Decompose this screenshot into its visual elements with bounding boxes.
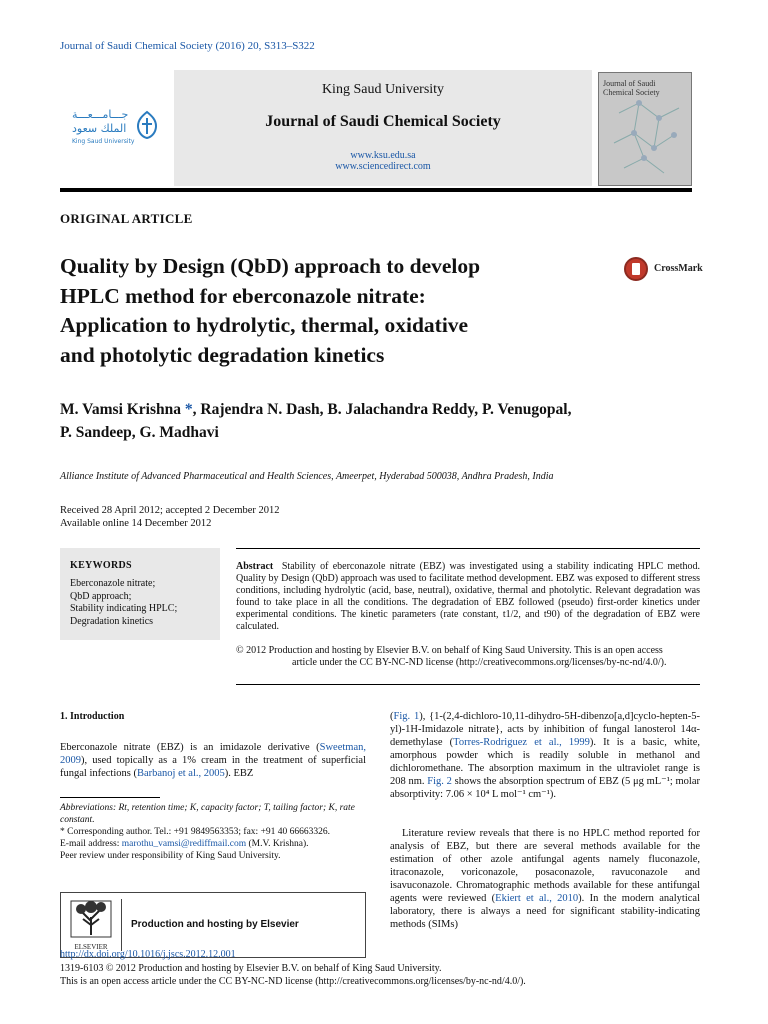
ksu-url-link[interactable]: www.ksu.edu.sa [350,150,416,161]
university-name: King Saud University [321,82,445,97]
footnote-rule [60,797,160,798]
keywords-heading: KEYWORDS [70,560,132,571]
ref-barbanoj-link[interactable]: Barbanoj et al., 2005 [136,768,225,779]
license-footer: 1319-6103 © 2012 Production and hosting by Elsevier B.V. on behalf of King Saud University. This is an open access article under the CC BY-NC-ND license (http://creativecommons.org/licenses/by-nc-nd/4.0/). [60,963,526,987]
intro-paragraph: Eberconazole nitrate (EBZ) is an imidazole derivative (Sweetman, 2009), used topically as a 1% cream in the treatment of superficial fungal infections (Barbanoj et al., 2005). EBZ [60,742,366,779]
keyword-item: Degradation kinetics [70,615,154,627]
header-rule [60,188,692,192]
abstract-copyright: © 2012 Production and hosting by Elsevier B.V. on behalf of King Saud University. This is an open access article under the CC BY-NC-ND license (http://creativecommons.org/licenses/by-nc-nd/4.0/). [236,645,667,668]
fig1-link[interactable]: Fig. 1 [393,711,420,722]
elsevier-label: Production and hosting by Elsevier [131,919,299,930]
crossmark-badge[interactable] [624,257,724,285]
ref-sweetman-link[interactable]: Sweetman, 2009 [60,742,366,766]
article-title: Quality by Design (QbD) approach to develop HPLC method for eberconazole nitrate: Application to hydrolytic, thermal, oxidative and photolytic degradation kinetics [60,254,481,367]
author-list: M. Vamsi Krishna *, Rajendra N. Dash, B. Jalachandra Reddy, P. Venugopal, P. Sandeep, G. Madhavi [60,401,572,441]
corresponding-author-marker[interactable]: * [184,401,193,418]
keyword-item: QbD approach; [70,590,132,602]
affiliation: Alliance Institute of Advanced Pharmaceutical and Health Sciences, Ameerpet, Hyderabad 500038, Andhra Pradesh, India [60,471,554,482]
cover-title: Journal of Saudi Chemical Society [603,79,660,97]
right-column-para2: Literature review reveals that there is no HPLC method reported for analysis of EBZ, but there are several methods available for the estimation of other azole antifungal agents namely fluconazole, itraconazole, voriconazole, posaconazole, ravuconazole and isavuconazole. Chromatographic methods available for these antifungal agents were reviewed (Ekiert et al., 2010). In the modern analytical laboratory, there is always a need for significant stability-indicating methods (SIMs) [390,828,701,930]
doi-link[interactable]: http://dx.doi.org/10.1016/j.jscs.2012.12.001 [60,949,236,960]
logo-arabic-line2: الملك سعود [72,122,127,135]
abstract-label: Abstract [236,561,274,572]
ksu-emblem-icon [134,110,160,140]
crossmark-icon [624,257,648,281]
keyword-item: Stability indicating HPLC; [70,603,178,614]
crossmark-label: CrossMark [654,263,703,274]
ref-ekiert-link[interactable]: Ekiert et al., 2010 [495,893,579,904]
abstract-rule-bottom [236,684,700,685]
logo-english: King Saud University [72,138,135,145]
fig2-link[interactable]: Fig. 2 [427,776,452,787]
ref-torres-link[interactable]: Torres-Rodriguez et al., 1999 [453,737,590,748]
logo-arabic-line1: جـــامـــعـــة [72,108,129,121]
abstract-text: Abstract Stability of eberconazole nitrate (EBZ) was investigated using a stability indicating HPLC method. Quality by Design (QbD) approach was used to facilitate method development. EBZ was exposed to different stress conditions, including hydrolytic (acid, base, neutral), oxidative, thermal and photolytic. Relevant degradation was found to take place in all the conditions. The degradation of EBZ followed (pseudo) first-order kinetics under experimental conditions. The kinetic parameters (rate constant, t1/2, and t90) of the degradation of EBZ were calculated. [236,561,700,632]
elsevier-tree-icon [65,897,117,953]
journal-cover-image [598,72,692,186]
footnotes: Abbreviations: Rt, retention time; K, capacity factor; T, tailing factor; K, rate constant. * Corresponding author. Tel.: +91 9849563353; fax: +91 40 66663326. E-mail address: marothu_vamsi@rediffmail.com (M.V. Krishna). Peer review under responsibility of King Saud University. [60,803,355,861]
right-column-para1: (Fig. 1), {1-(2,4-dichloro-10,11-dihydro-5H-dibenzo[a,d]cyclo-hepten-5-yl)-1H-Imidazole nitrate}, acts by inhibition of fungal lanosterol 14α-demethylase (Torres-Rodriguez et al., 1999). It is a basic, white, amorphous powder which is readily soluble in methanol and dichloromethane. The absorption maximum in the ultraviolet range is 208 nm. Fig. 2 shows the absorption spectrum of EBZ (5 μg mL⁻¹; molar absorptivity: 7.06 × 10⁴ L mol⁻¹ cm⁻¹). [390,711,701,800]
keywords-list [70,578,177,628]
article-type-label: ORIGINAL ARTICLE [60,211,193,226]
keywords-box [60,548,220,640]
ksu-logo [68,108,160,148]
author-email-link[interactable]: marothu_vamsi@rediffmail.com [121,839,247,849]
elsevier-logo-text: ELSEVIER [74,943,108,951]
cover-molecule-graphic [599,73,691,185]
sciencedirect-url-link[interactable]: www.sciencedirect.com [335,161,431,172]
abstract-rule-top [236,548,700,549]
journal-citation[interactable]: Journal of Saudi Chemical Society (2016) 20, S313–S322 [60,40,315,52]
article-dates: Received 28 April 2012; accepted 2 December 2012 Available online 14 December 2012 [60,505,280,529]
journal-name: Journal of Saudi Chemical Society [265,113,501,130]
keyword-item: Eberconazole nitrate; [70,578,156,589]
intro-heading: 1. Introduction [60,711,125,722]
